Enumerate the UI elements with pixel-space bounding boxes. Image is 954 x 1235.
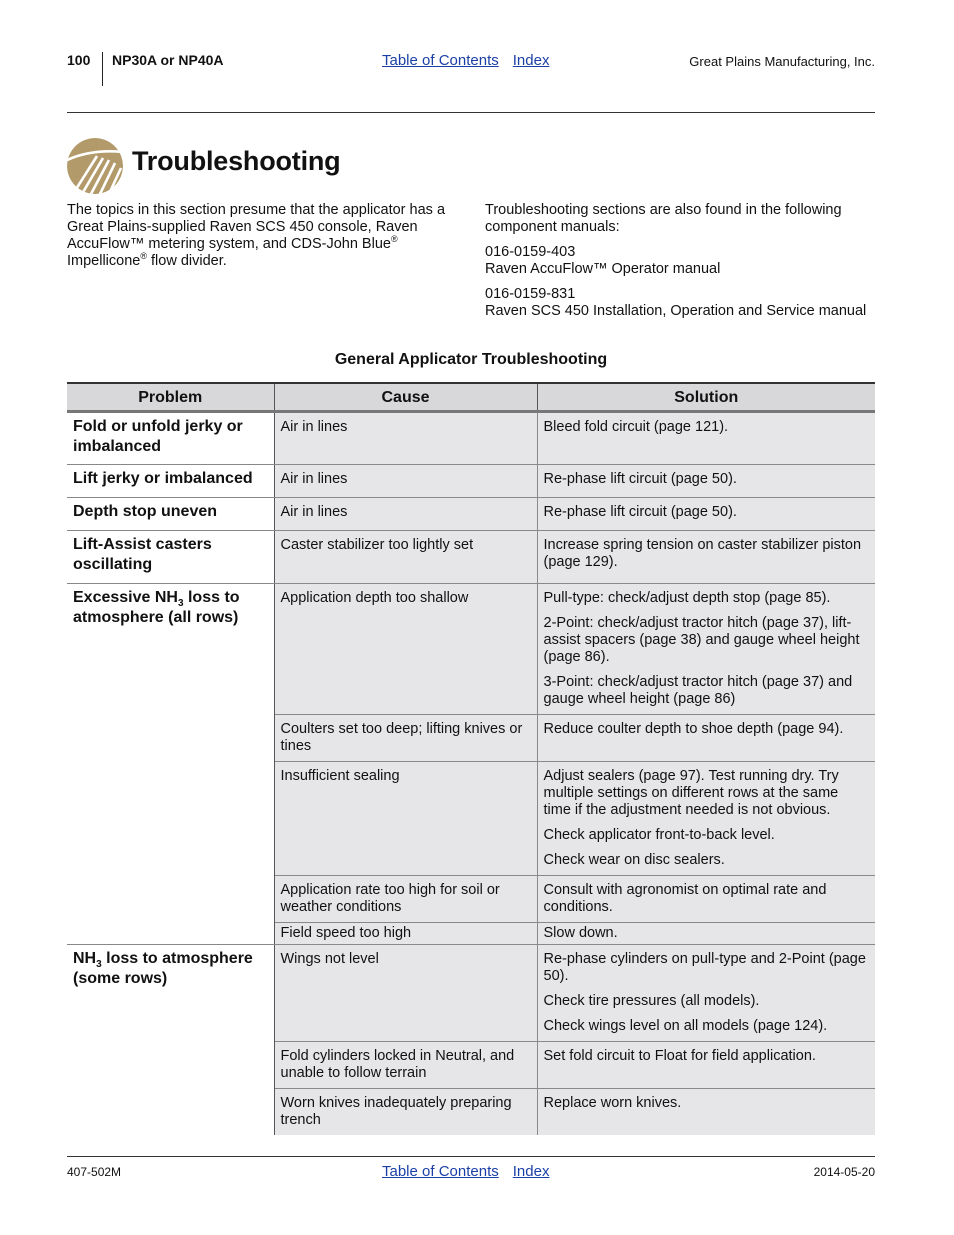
toc-link[interactable]: Table of Contents xyxy=(382,52,499,69)
problem-cell: Depth stop uneven xyxy=(67,498,274,531)
page-header xyxy=(67,52,875,88)
col-header-cause: Cause xyxy=(274,383,537,412)
cause-cell: Fold cylinders locked in Neutral, and unable to follow terrain xyxy=(274,1042,537,1089)
problem-cell: Fold or unfold jerky or imbalanced xyxy=(67,412,274,465)
cause-cell: Insufficient sealing xyxy=(274,762,537,876)
toc-link[interactable]: Table of Contents xyxy=(382,1163,499,1180)
table-row xyxy=(67,498,875,531)
cause-cell: Application depth too shallow xyxy=(274,584,537,715)
doc-date: 2014-05-20 xyxy=(813,1165,875,1179)
manual-ref-2: 016-0159-831 Raven SCS 450 Installation, Operation and Service manual xyxy=(485,286,867,319)
header-links xyxy=(382,52,549,69)
solution-cell: Re-phase lift circuit (page 50). xyxy=(537,465,875,498)
model-name: NP30A or NP40A xyxy=(112,52,224,68)
company-name: Great Plains Manufacturing, Inc. xyxy=(689,54,875,69)
great-plains-logo-icon xyxy=(67,138,123,194)
table-row xyxy=(67,945,875,1042)
problem-cell: $NH_3$ loss to atmosphere (some rows) xyxy=(67,945,274,1136)
index-link[interactable]: Index xyxy=(512,1163,550,1180)
solution-cell: Re-phase cylinders on pull-type and 2-Point (page 50). Check tire pressures (all models). Check wings level on all models (page 124). xyxy=(537,945,875,1042)
table-row xyxy=(67,412,875,465)
table-row xyxy=(67,531,875,584)
solution-cell: Consult with agronomist on optimal rate and conditions. xyxy=(537,876,875,923)
solution-cell: Adjust sealers (page 97). Test running dry. Try multiple settings on different rows at the same time if the adjustment needed is not obvious. Check applicator front-to-back level. Check wear on disc sealers. xyxy=(537,762,875,876)
solution-cell: Bleed fold circuit (page 121). xyxy=(537,412,875,465)
solution-cell: Reduce coulter depth to shoe depth (page 94). xyxy=(537,715,875,762)
cause-cell: Worn knives inadequately preparing trench xyxy=(274,1089,537,1136)
section-title: Troubleshooting xyxy=(132,146,341,176)
header-divider xyxy=(102,52,103,86)
col-header-problem: Problem xyxy=(67,383,274,412)
intro-right xyxy=(485,202,875,328)
intro-left xyxy=(67,202,462,278)
cause-cell: Air in lines xyxy=(274,412,537,465)
index-link[interactable]: Index xyxy=(512,52,550,69)
troubleshooting-table xyxy=(67,382,875,1135)
cause-cell: Field speed too high xyxy=(274,923,537,945)
cause-cell: Coulters set too deep; lifting knives or tines xyxy=(274,715,537,762)
cause-cell: Application rate too high for soil or weather conditions xyxy=(274,876,537,923)
cause-cell: Air in lines xyxy=(274,465,537,498)
solution-cell: Replace worn knives. xyxy=(537,1089,875,1136)
solution-cell: Pull-type: check/adjust depth stop (page 85). 2-Point: check/adjust tractor hitch (page 37), lift-assist spacers (page 38) and gauge wheel height (page 86). 3-Point: check/adjust tractor hitch (page 37) and gauge wheel height (page 86) xyxy=(537,584,875,715)
manuals-intro: Troubleshooting sections are also found in the following component manuals: xyxy=(485,202,842,235)
table-caption: General Applicator Troubleshooting xyxy=(334,351,608,368)
solution-cell: Re-phase lift circuit (page 50). xyxy=(537,498,875,531)
footer-rule xyxy=(67,1156,875,1157)
table-row xyxy=(67,584,875,715)
table-row xyxy=(67,465,875,498)
header-rule xyxy=(67,112,875,113)
solution-cell: Increase spring tension on caster stabilizer piston (page 129). xyxy=(537,531,875,584)
table-header-row xyxy=(67,383,875,412)
problem-cell: Lift-Assist casters oscillating xyxy=(67,531,274,584)
cause-cell: Wings not level xyxy=(274,945,537,1042)
col-header-solution: Solution xyxy=(537,383,875,412)
solution-cell: Set fold circuit to Float for field application. xyxy=(537,1042,875,1089)
solution-cell: Slow down. xyxy=(537,923,875,945)
page-footer xyxy=(67,1163,875,1183)
problem-cell: Lift jerky or imbalanced xyxy=(67,465,274,498)
intro-paragraph: The topics in this section presume that the applicator has a Great Plains-supplied Raven SCS 450 console, Raven AccuFlow™ metering system, and CDS-John Blue® Impellicone® flow divider. xyxy=(67,202,446,269)
cause-cell: Air in lines xyxy=(274,498,537,531)
problem-cell: Excessive $NH_3$ loss to atmosphere (all rows) xyxy=(67,584,274,945)
doc-number: 407-502M xyxy=(67,1165,122,1179)
page-number: 100 xyxy=(67,52,91,68)
footer-links xyxy=(382,1163,549,1180)
manual-ref-1: 016-0159-403 Raven AccuFlow™ Operator manual xyxy=(485,244,721,277)
cause-cell: Caster stabilizer too lightly set xyxy=(274,531,537,584)
